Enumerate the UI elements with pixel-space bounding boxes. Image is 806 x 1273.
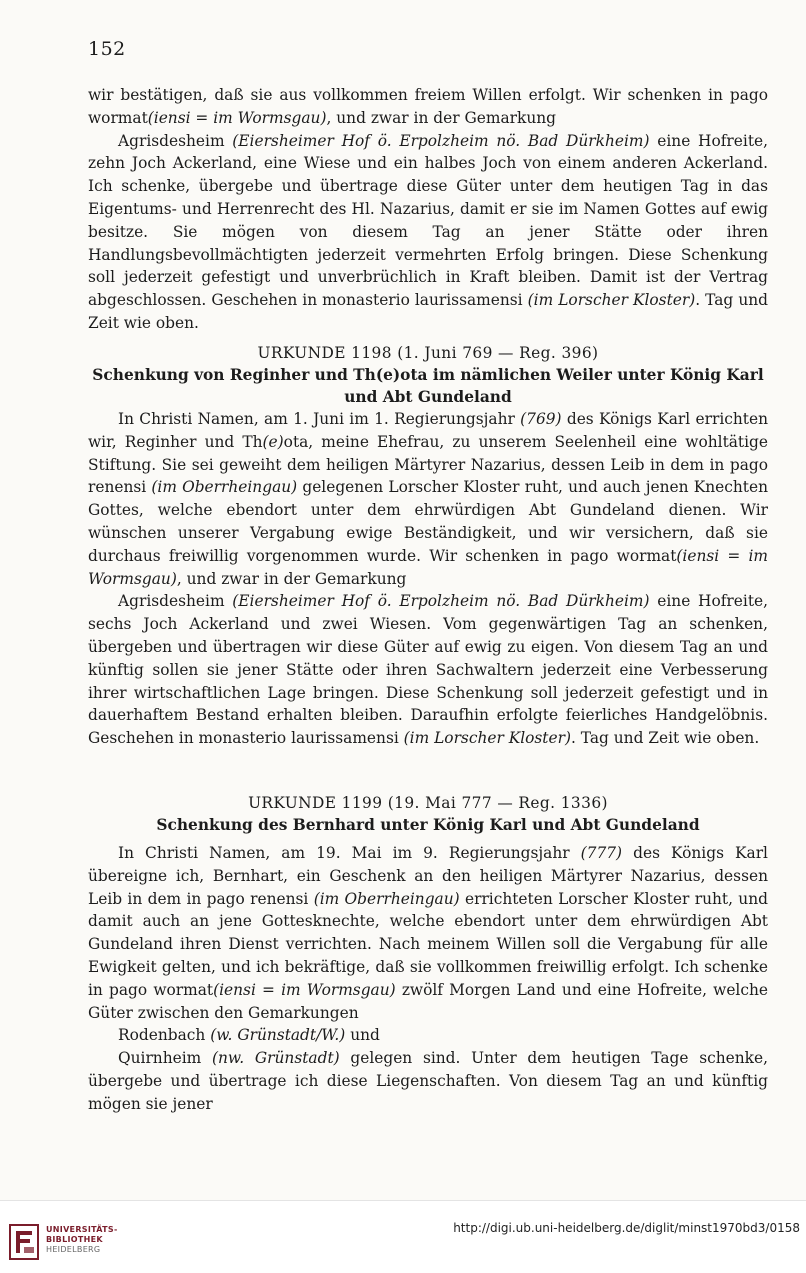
- text-run: ota, meine Ehefrau, zu unserem Seelenheil eine wohltätige Stiftung. Sie sei geweiht dem heiligen Märtyrer Nazarius, dessen Leib in dem in pago renensi: [88, 432, 768, 497]
- italic-annotation: (iensi = im Wormsgau): [88, 546, 768, 588]
- italic-annotation: (777): [580, 844, 623, 862]
- text-run: In Christi Namen, am 19. Mai im 9. Regierungsjahr: [118, 844, 581, 862]
- italic-annotation: (769): [520, 410, 562, 428]
- italic-annotation: (w. Grünstadt/W.): [210, 1026, 346, 1045]
- university-library-logo-icon: [8, 1223, 40, 1261]
- library-name: UNIVERSITÄTS- BIBLIOTHEK HEIDELBERG: [46, 1225, 118, 1254]
- text-run: und: [345, 1026, 380, 1045]
- charter-title: Schenkung des Bernhard unter König Karl und Abt Gundeland: [156, 816, 700, 834]
- italic-annotation: (Eiersheimer Hof ö. Erpolzheim nö. Bad Dürkheim): [232, 592, 650, 611]
- text-run: Agrisdesheim: [118, 131, 233, 150]
- text-run: Quirnheim: [118, 1049, 212, 1068]
- text-run: zwölf Morgen Land und eine Hofreite, welche Güter zwischen den Gemarkungen: [88, 980, 768, 1022]
- section3-body: [88, 842, 768, 1116]
- text-run: Agrisdesheim: [118, 592, 233, 611]
- italic-annotation: (nw. Grünstadt): [211, 1049, 340, 1068]
- text-run: des Königs Karl errichten wir, Reginher und Th: [88, 410, 768, 451]
- italic-annotation: (im Lorscher Kloster): [403, 729, 571, 748]
- paragraph: [88, 130, 768, 335]
- italic-annotation: (iensi = im Wormsgau): [147, 108, 327, 127]
- text-run: . Tag und Zeit wie oben.: [88, 291, 768, 332]
- italic-annotation: (im Oberrheingau): [313, 889, 460, 908]
- charter-title-line1: Schenkung von Reginher und Th(e)ota im nämlichen Weiler unter König Karl: [92, 366, 764, 384]
- paragraph: [88, 408, 768, 590]
- paragraph: [88, 84, 768, 130]
- text-run: gelegenen Lorscher Kloster ruht, und auch jenen Knechten Gottes, welche ebendort unter dem ehrwürdigen Abt Gundeland dienen. Wir wünschen unserer Vergabung ewige Beständigkeit, und wir versichern, daß sie durchaus freiwillig vorgenommen wurde. Wir schenken in pago wormat: [88, 478, 768, 565]
- text-run: wir bestätigen, daß sie aus vollkommen freiem Willen erfolgt. Wir schenken in pago wormat: [88, 86, 768, 127]
- document-heading-1198: [88, 342, 768, 408]
- text-run: In Christi Namen, am 1. Juni im 1. Regierungsjahr: [118, 410, 521, 428]
- paragraph: [88, 590, 768, 750]
- text-run: eine Hofreite, zehn Joch Ackerland, eine Wiese und ein halbes Joch von einem anderen Ackerland. Ich schenke, übergebe und übertrage diese Güter unter dem heutigen Tag in das Eigentums- und Herrenrecht des Hl. Nazarius, damit er sie im Namen Gottes auf ewig besitze. Sie mögen von diesem Tag an jener Stätte oder ihren Handlungsbevollmächtigten jederzeit vermehrten Erfolg bringen. Diese Schenkung soll jederzeit gefestigt und unverbrüchlich in Kraft bleiben. Damit ist der Vertrag abgeschlossen. Geschehen in monasterio laurissamensi: [88, 131, 769, 310]
- text-run: eine Hofreite, sechs Joch Ackerland und zwei Wiesen. Vom gegenwärtigen Tag an schenken, übergeben und übertragen wir diese Güter auf ewig zu eigen. Von diesem Tag an und künftig sollen sie jener Stätte oder ihren Sachwaltern jederzeit eine Verbesserung ihrer wirtschaftlichen Lage bringen. Diese Schenkung soll jederzeit gefestigt und in dauerhaftem Bestand erhalten bleiben. Daraufhin erfolgte feierliches Handgelöbnis. Geschehen in monasterio laurissamensi: [88, 592, 769, 748]
- page-number: 152: [88, 38, 126, 60]
- paragraph: [88, 842, 768, 1024]
- text-run: errichteten Lorscher Kloster ruht, und damit auch an jene Gottesknechte, welche ebendort unter dem ehrwürdigen Abt Gundeland ihren Dienst verrichten. Nach meinem Willen soll die Vergabung für alle Ewigkeit gelten, und ich bekräftige, daß sie vollkommen freiwillig erfolgt. Ich schenke in pago wormat: [88, 889, 768, 999]
- section2-body: [88, 408, 768, 750]
- italic-annotation: (im Oberrheingau): [151, 478, 298, 497]
- paragraph: [88, 1024, 768, 1047]
- text-run: . Tag und Zeit wie oben.: [570, 729, 760, 748]
- paragraph: [88, 1047, 768, 1115]
- viewer-footer: [0, 1200, 806, 1273]
- italic-annotation: (e): [262, 432, 284, 451]
- text-run: gelegen sind. Unter dem heutigen Tage schenke, übergebe und übertrage ich diese Liegenschaften. Von diesem Tag an und künftig mögen sie jener: [88, 1049, 768, 1113]
- charter-number: URKUNDE 1198 (1. Juni 769 — Reg. 396): [257, 344, 599, 362]
- text-run: , und zwar in der Gemarkung: [326, 108, 556, 127]
- charter-title-line2: und Abt Gundeland: [344, 388, 512, 406]
- charter-number: URKUNDE 1199 (19. Mai 777 — Reg. 1336): [248, 794, 608, 812]
- section1-body: [88, 84, 768, 335]
- text-run: des Königs Karl übereigne ich, Bernhart, ein Geschenk an den heiligen Märtyrer Nazarius, dessen Leib in dem in pago renensi: [88, 844, 768, 908]
- permalink-url[interactable]: http://digi.ub.uni-heidelberg.de/diglit/minst1970bd3/0158: [453, 1221, 800, 1235]
- document-heading-1199: [88, 792, 768, 836]
- text-run: , und zwar in der Gemarkung: [176, 569, 407, 588]
- italic-annotation: (Eiersheimer Hof ö. Erpolzheim nö. Bad Dürkheim): [232, 131, 650, 150]
- text-run: Rodenbach: [118, 1026, 211, 1045]
- italic-annotation: (iensi = im Wormsgau): [213, 980, 396, 999]
- italic-annotation: (im Lorscher Kloster): [527, 291, 696, 310]
